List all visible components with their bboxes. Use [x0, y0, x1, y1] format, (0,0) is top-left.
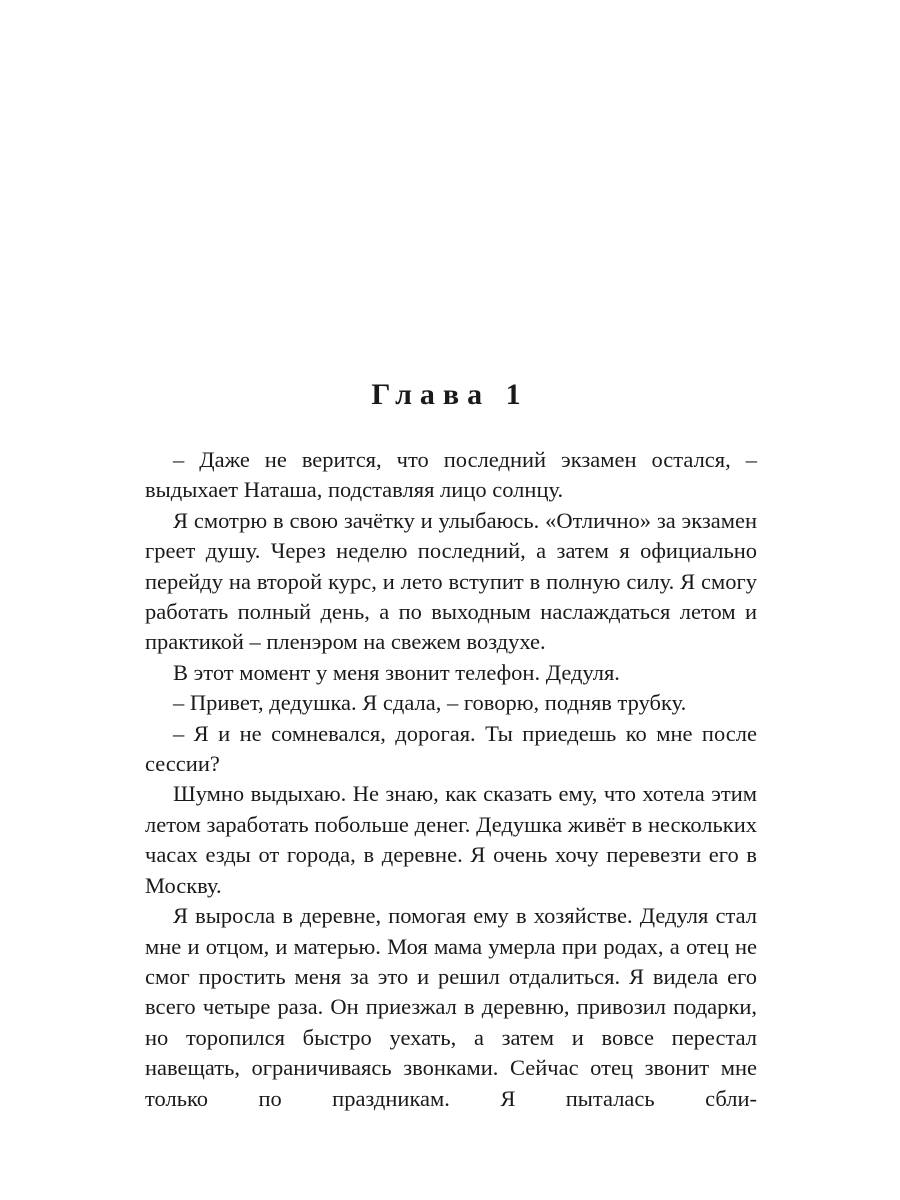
- chapter-title: Глава 1: [371, 378, 529, 411]
- paragraph: Я смотрю в свою зачётку и улыбаюсь. «Отлично» за экзамен греет душу. Через неделю последний, а затем я официально перейду на второй курс, и лето вступит в полную силу. Я смогу работать полный день, а по выходным наслаждаться летом и практикой – пленэром на свежем воздухе.: [145, 507, 757, 655]
- paragraph: – Даже не верится, что последний экзамен остался, – выдыхает Наташа, подставляя лицо солнцу.: [145, 447, 757, 503]
- paragraph: Шумно выдыхаю. Не знаю, как сказать ему, что хотела этим летом заработать побольше денег. Дедушка живёт в нескольких часах езды от города, в деревне. Я очень хочу перевезти его в Москву.: [145, 781, 757, 898]
- paragraph: – Я и не сомневался, дорогая. Ты приедешь ко мне после сессии?: [145, 720, 757, 777]
- paragraph: Я выросла в деревне, помогая ему в хозяйстве. Дедуля стал мне и отцом, и матерью. Моя мама умерла при родах, а отец не смог простить меня за это и решил отдалиться. Я видела его всего четыре раза. Он приезжал в деревню, привозил подарки, но торопился быстро уехать, а затем и вовсе перестал навещать, ограничиваясь звонками. Сейчас отец звонит мне только по праздникам. Я пыталась сбли-: [145, 903, 757, 1111]
- paragraph: В этот момент у меня звонит телефон. Дедуля.: [173, 659, 620, 685]
- paragraph: – Привет, дедушка. Я сдала, – говорю, подняв трубку.: [173, 690, 687, 716]
- chapter-text: [145, 445, 757, 1114]
